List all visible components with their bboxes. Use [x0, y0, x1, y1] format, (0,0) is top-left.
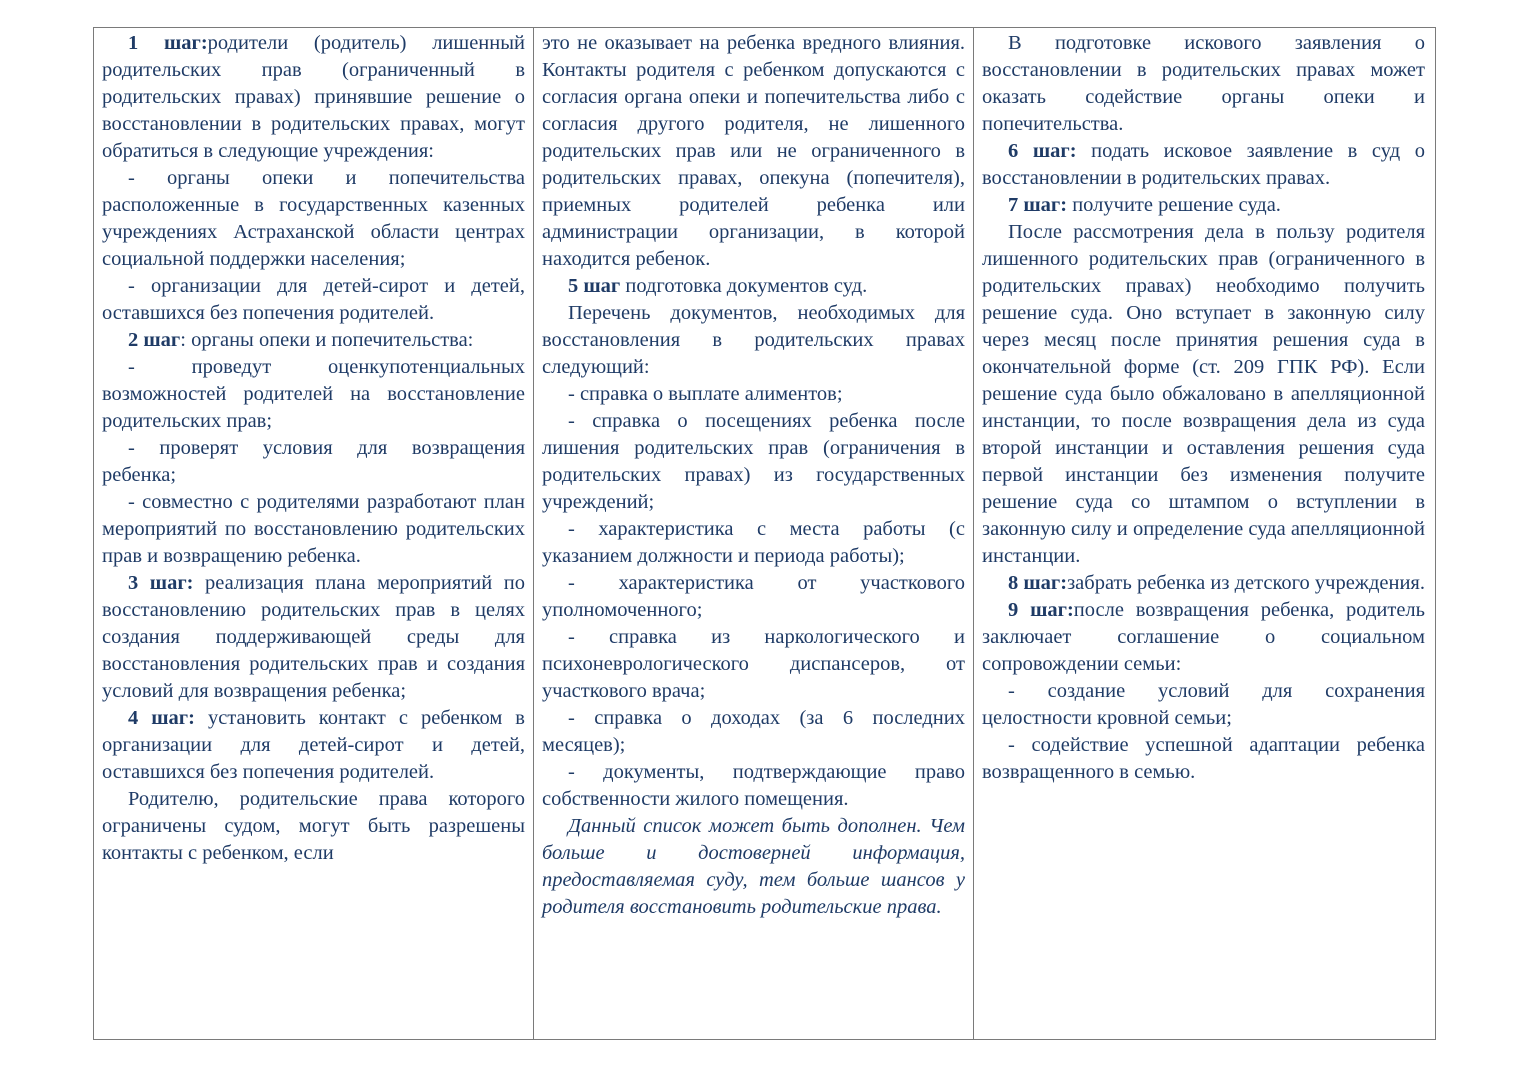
paragraph-text: реализация плана мероприятий по восстановлению родительских прав в целях создания поддерживающей среды для восстановления родительских прав и создания условий для возвращения ребенка;	[102, 572, 525, 702]
paragraph	[102, 327, 525, 354]
paragraph-text: - характеристика с места работы (с указанием должности и периода работы);	[542, 518, 965, 567]
paragraph-text: - совместно с родителями разработают план мероприятий по восстановлению родительских прав и возвращению ребенка.	[102, 491, 525, 567]
paragraph-text: - проверят условия для возвращения ребенка;	[102, 437, 525, 486]
paragraph-text: Данный список может быть дополнен. Чем больше и достоверней информация, предоставляемая суду, тем больше шансов у родителя восстановить родительские права.	[542, 815, 965, 918]
paragraph	[102, 435, 525, 489]
paragraph-text: забрать ребенка из детского учреждения.	[1067, 572, 1425, 594]
paragraph-text: подготовка документов суд.	[620, 275, 868, 297]
paragraph	[982, 732, 1425, 786]
paragraph-text: подать исковое заявление в суд о восстановлении в родительских правах.	[982, 140, 1425, 189]
step-label: 8 шаг:	[1008, 572, 1068, 594]
step-label: 7 шаг:	[1008, 194, 1068, 216]
paragraph	[982, 138, 1425, 192]
paragraph-text: после возвращения ребенка, родитель заключает соглашение о социальном сопровождении семьи:	[982, 599, 1425, 675]
paragraph	[542, 30, 965, 273]
step-label: 1 шаг:	[128, 32, 208, 54]
paragraph-text: - организации для детей-сирот и детей, оставшихся без попечения родителей.	[102, 275, 525, 324]
paragraph	[542, 381, 965, 408]
paragraph-text: : органы опеки и попечительства:	[180, 329, 474, 351]
column-right	[974, 28, 1435, 1039]
step-label: 3 шаг:	[128, 572, 194, 594]
column-middle	[534, 28, 974, 1039]
paragraph-text: это не оказывает на ребенка вредного влияния. Контакты родителя с ребенком допускаются с согласия органа опеки и попечительства либо с согласия другого родителя, не лишенного родительских прав или не ограниченного в родительских правах, опекуна (попечителя), приемных родителей ребенка или администрации организации, в которой находится ребенок.	[542, 32, 965, 270]
paragraph-text: - документы, подтверждающие право собственности жилого помещения.	[542, 761, 965, 810]
paragraph	[102, 273, 525, 327]
step-label: 5 шаг	[568, 275, 621, 297]
paragraph	[542, 516, 965, 570]
column-left	[94, 28, 534, 1039]
paragraph-text: Родителю, родительские права которого ограничены судом, могут быть разрешены контакты с ребенком, если	[102, 788, 525, 864]
paragraph-text: получите решение суда.	[1067, 194, 1281, 216]
paragraph	[102, 165, 525, 273]
paragraph-text: - органы опеки и попечительства расположенные в государственных казенных учреждениях Астраханской области центрах социальной поддержки населения;	[102, 167, 525, 270]
paragraph	[542, 408, 965, 516]
paragraph	[982, 192, 1425, 219]
paragraph	[542, 273, 965, 300]
paragraph	[542, 705, 965, 759]
paragraph	[542, 624, 965, 705]
step-label: 2 шаг	[128, 329, 181, 351]
document-table	[93, 27, 1436, 1040]
paragraph-text: - проведут оценкупотенциальных возможностей родителей на восстановление родительских прав;	[102, 356, 525, 432]
paragraph-text: установить контакт с ребенком в организации для детей-сирот и детей, оставшихся без попечения родителей.	[102, 707, 525, 783]
paragraph-text: - справка из наркологического и психоневрологического диспансеров, от участкового врача;	[542, 626, 965, 702]
paragraph	[542, 759, 965, 813]
paragraph	[102, 705, 525, 786]
paragraph-text: - справка о посещениях ребенка после лишения родительских прав (ограничения в родительских правах) из государственных учреждений;	[542, 410, 965, 513]
paragraph	[982, 678, 1425, 732]
paragraph	[982, 597, 1425, 678]
step-label: 4 шаг:	[128, 707, 195, 729]
paragraph	[102, 786, 525, 867]
step-label: 6 шаг:	[1008, 140, 1077, 162]
paragraph-text: - создание условий для сохранения целостности кровной семьи;	[982, 680, 1425, 729]
paragraph	[542, 300, 965, 381]
paragraph	[982, 219, 1425, 570]
paragraph	[102, 489, 525, 570]
paragraph	[982, 570, 1425, 597]
paragraph	[102, 30, 525, 165]
paragraph-text: После рассмотрения дела в пользу родителя лишенного родительских прав (ограниченного в родительских правах) необходимо получить решение суда. Оно вступает в законную силу через месяц после принятия решения суда в окончательной форме (ст. 209 ГПК РФ). Если решение суда было обжаловано в апелляционной инстанции, то после возвращения дела из суда второй инстанции и оставления решения суда первой инстанции без изменения получите решение суда со штампом о вступлении в законную силу и определение суда апелляционной инстанции.	[982, 221, 1425, 567]
paragraph	[542, 813, 965, 921]
paragraph-text: - справка о доходах (за 6 последних месяцев);	[542, 707, 965, 756]
paragraph	[982, 30, 1425, 138]
paragraph	[102, 570, 525, 705]
paragraph-text: Перечень документов, необходимых для восстановления в родительских правах следующий:	[542, 302, 965, 378]
paragraph	[542, 570, 965, 624]
paragraph-text: - характеристика от участкового уполномоченного;	[542, 572, 965, 621]
paragraph-text: - справка о выплате алиментов;	[568, 383, 843, 405]
paragraph-text: - содействие успешной адаптации ребенка возвращенного в семью.	[982, 734, 1425, 783]
paragraph-text: В подготовке искового заявления о восстановлении в родительских правах может оказать содействие органы опеки и попечительства.	[982, 32, 1425, 135]
step-label: 9 шаг:	[1008, 599, 1074, 621]
paragraph	[102, 354, 525, 435]
paragraph-text: родители (родитель) лишенный родительских прав (ограниченный в родительских правах) принявшие решение о восстановлении в родительских правах, могут обратиться в следующие учреждения:	[102, 32, 525, 162]
